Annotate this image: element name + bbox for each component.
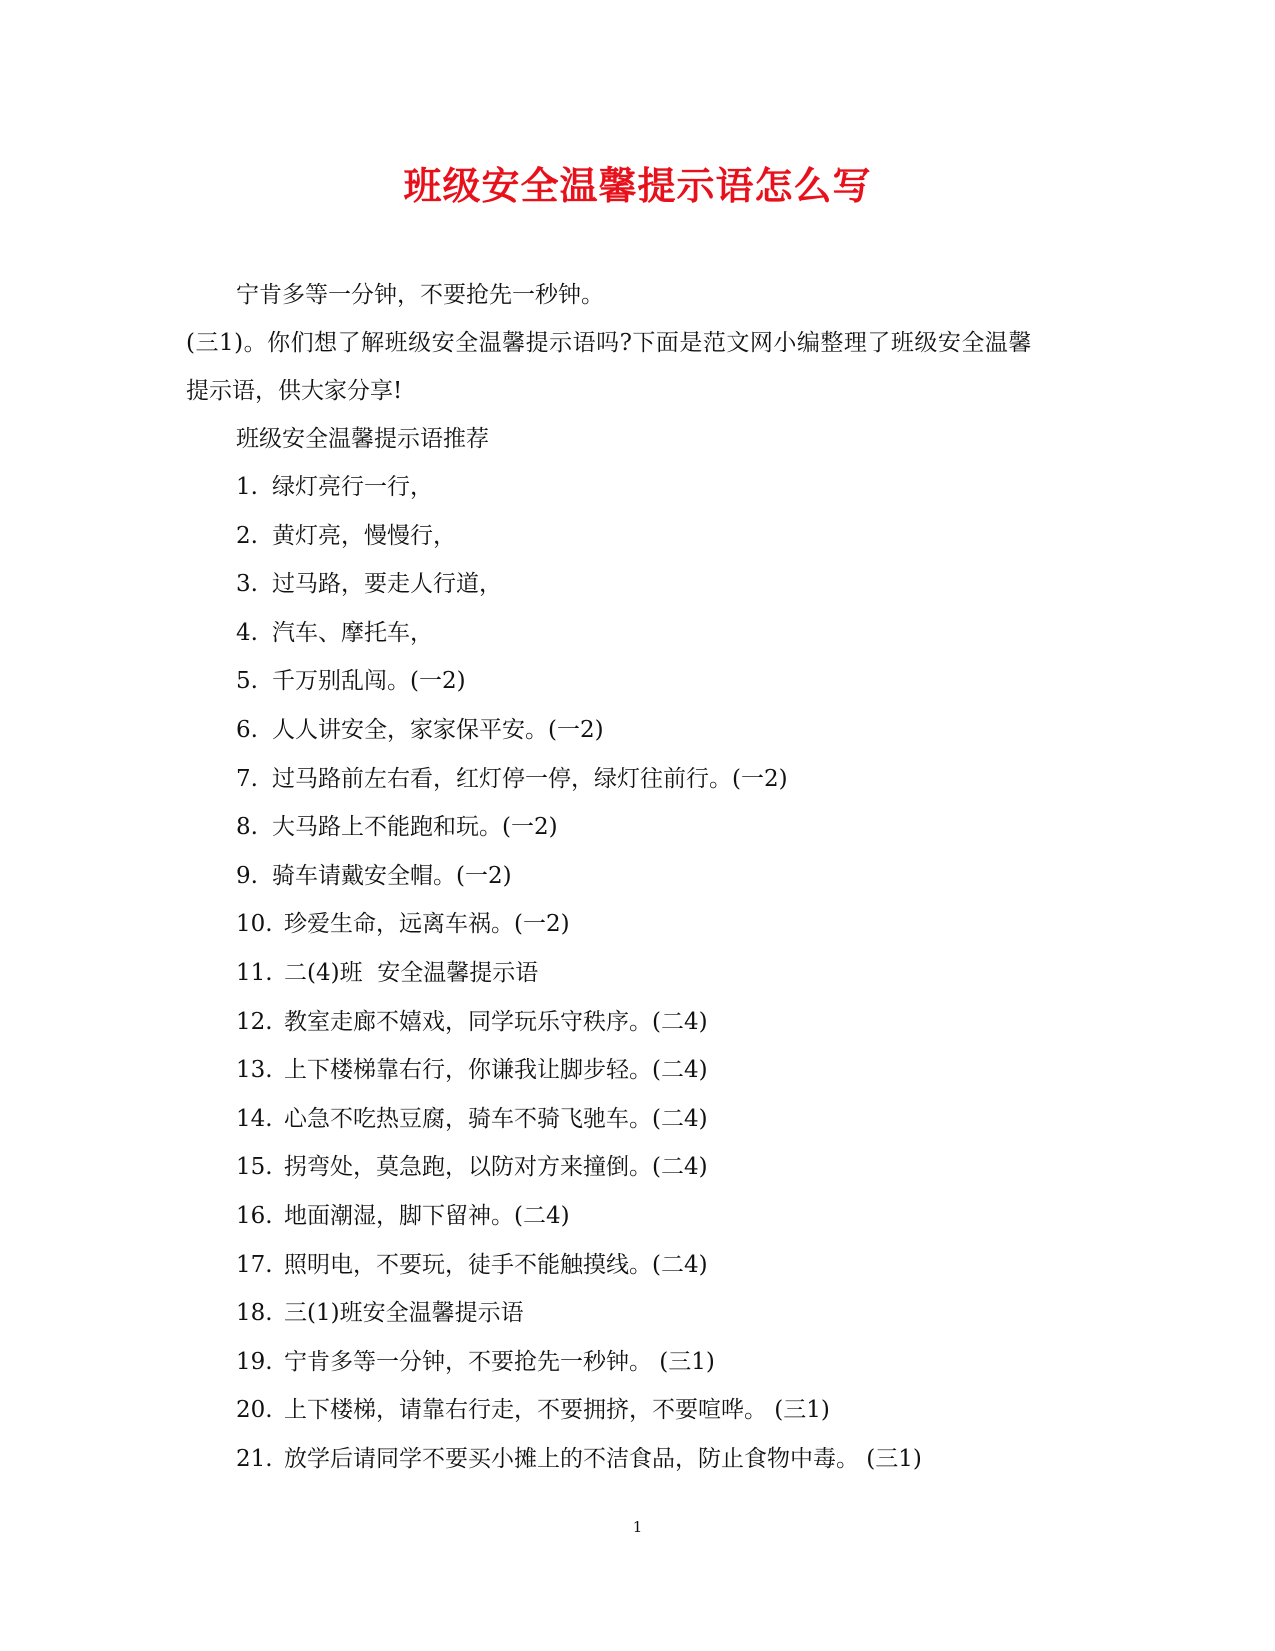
item-text: 心急不吃热豆腐，骑车不骑飞驰车。(二4) bbox=[284, 1105, 708, 1132]
document-title: 班级安全温馨提示语怎么写 bbox=[403, 163, 872, 208]
list-item bbox=[236, 1201, 922, 1250]
item-number: 13. bbox=[236, 1057, 273, 1084]
intro-line-3: 提示语，供大家分享! bbox=[186, 378, 403, 404]
page-number: 1 bbox=[632, 1518, 643, 1536]
item-text: 人人讲安全，家家保平安。(一2) bbox=[272, 716, 604, 743]
list-item bbox=[236, 1250, 922, 1299]
item-number: 2. bbox=[236, 522, 258, 549]
item-text: 骑车请戴安全帽。(一2) bbox=[272, 862, 512, 889]
item-number: 11. bbox=[236, 959, 273, 986]
item-number: 20. bbox=[236, 1397, 273, 1424]
list-item bbox=[236, 1347, 922, 1396]
list-item bbox=[236, 1395, 922, 1444]
item-number: 14. bbox=[236, 1105, 273, 1132]
item-text: 上下楼梯靠右行，你谦我让脚步轻。(二4) bbox=[284, 1057, 708, 1084]
item-number: 17. bbox=[236, 1251, 273, 1278]
item-number: 21. bbox=[236, 1445, 273, 1472]
item-number: 18. bbox=[236, 1300, 273, 1327]
intro-line-1: 宁肯多等一分钟，不要抢先一秒钟。 bbox=[236, 282, 604, 308]
item-text: 汽车、摩托车， bbox=[272, 619, 433, 646]
list-item bbox=[236, 715, 922, 764]
item-number: 7. bbox=[236, 765, 258, 792]
item-text: 过马路前左右看，红灯停一停，绿灯往前行。(一2) bbox=[272, 765, 788, 792]
item-number: 10. bbox=[236, 911, 273, 938]
item-number: 19. bbox=[236, 1348, 273, 1375]
list-item bbox=[236, 812, 922, 861]
list-item bbox=[236, 1152, 922, 1201]
item-text: 上下楼梯，请靠右行走，不要拥挤，不要喧哗。 (三1) bbox=[284, 1397, 830, 1424]
list-item bbox=[236, 1104, 922, 1153]
section-subheading: 班级安全温馨提示语推荐 bbox=[236, 426, 489, 452]
item-text: 教室走廊不嬉戏，同学玩乐守秩序。(二4) bbox=[284, 1008, 708, 1035]
item-number: 4. bbox=[236, 619, 258, 646]
item-number: 6. bbox=[236, 716, 258, 743]
item-number: 5. bbox=[236, 668, 258, 695]
item-text: 大马路上不能跑和玩。(一2) bbox=[272, 814, 558, 841]
tips-list bbox=[236, 472, 922, 1492]
item-text: 地面潮湿，脚下留神。(二4) bbox=[284, 1202, 570, 1229]
item-number: 9. bbox=[236, 862, 258, 889]
list-item bbox=[236, 472, 922, 521]
list-item bbox=[236, 861, 922, 910]
item-number: 15. bbox=[236, 1154, 273, 1181]
item-text: 放学后请同学不要买小摊上的不洁食品，防止食物中毒。 (三1) bbox=[284, 1445, 922, 1472]
item-text: 二(4)班 安全温馨提示语 bbox=[284, 959, 539, 986]
item-number: 12. bbox=[236, 1008, 273, 1035]
item-text: 照明电，不要玩，徒手不能触摸线。(二4) bbox=[284, 1251, 708, 1278]
list-item bbox=[236, 1055, 922, 1104]
list-item bbox=[236, 618, 922, 667]
list-item bbox=[236, 1007, 922, 1056]
item-text: 黄灯亮，慢慢行， bbox=[272, 522, 456, 549]
item-number: 3. bbox=[236, 571, 258, 598]
item-text: 宁肯多等一分钟，不要抢先一秒钟。 (三1) bbox=[284, 1348, 715, 1375]
item-number: 8. bbox=[236, 814, 258, 841]
list-item bbox=[236, 909, 922, 958]
item-text: 珍爱生命，远离车祸。(一2) bbox=[284, 911, 570, 938]
item-text: 绿灯亮行一行， bbox=[272, 474, 433, 500]
item-text: 拐弯处，莫急跑，以防对方来撞倒。(二4) bbox=[284, 1154, 708, 1181]
item-text: 三(1)班安全温馨提示语 bbox=[284, 1300, 524, 1327]
item-number: 16. bbox=[236, 1202, 273, 1229]
list-item bbox=[236, 1444, 922, 1493]
intro-line-2: (三1)。你们想了解班级安全温馨提示语吗?下面是范文网小编整理了班级安全温馨 bbox=[186, 330, 1032, 356]
list-item bbox=[236, 1298, 922, 1347]
list-item bbox=[236, 666, 922, 715]
list-item bbox=[236, 569, 922, 618]
list-item bbox=[236, 764, 922, 813]
list-item bbox=[236, 958, 922, 1007]
item-text: 千万别乱闯。(一2) bbox=[272, 668, 466, 695]
list-item bbox=[236, 521, 922, 570]
item-number: 1. bbox=[236, 474, 258, 500]
item-text: 过马路，要走人行道， bbox=[272, 571, 502, 598]
